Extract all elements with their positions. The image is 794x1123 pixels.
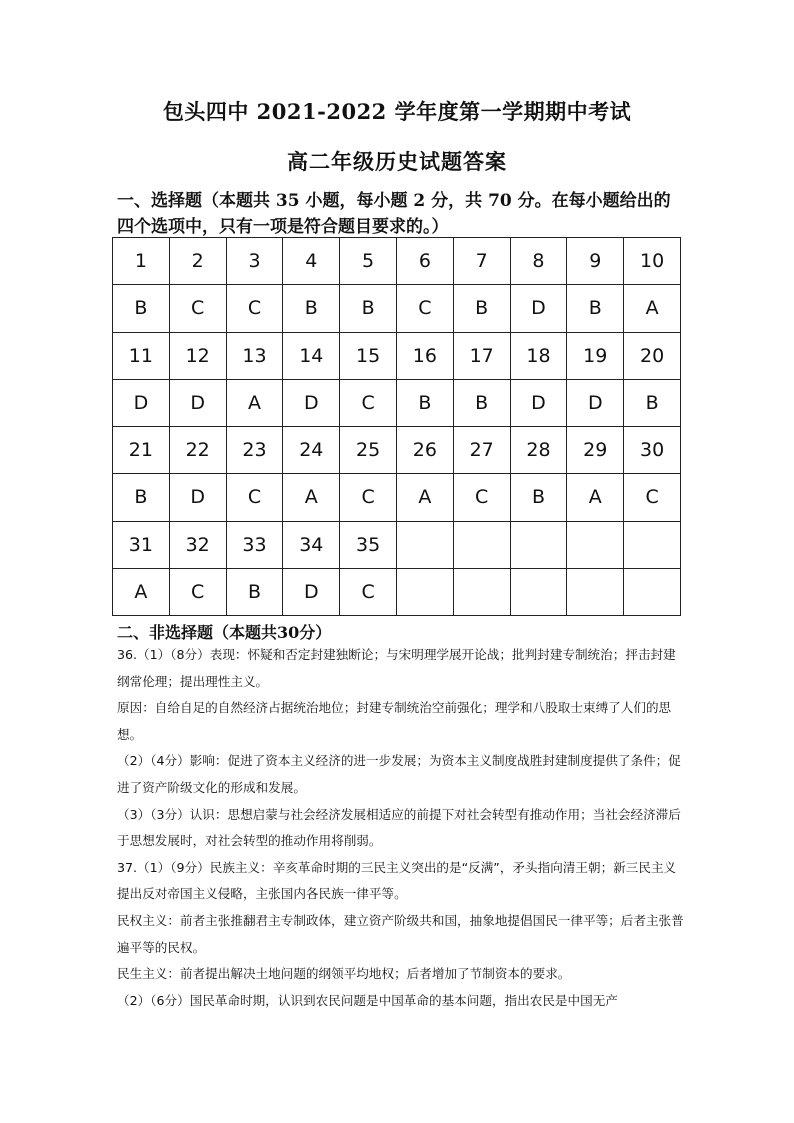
question-number-cell [453, 521, 510, 568]
answer-row [113, 474, 681, 521]
answer-cell: D [510, 379, 567, 426]
answer-row [113, 568, 681, 615]
question-number-cell: 24 [283, 427, 340, 474]
question-number-cell: 15 [340, 332, 397, 379]
answer-line: 37.（1）（9分）民族主义：辛亥革命时期的三民主义突出的是“反满”，矛头指向清王朝；新三民主义提出反对帝国主义侵略，主张国内各民族一律平等。 [117, 859, 677, 902]
answer-cell: B [113, 474, 170, 521]
answer-row [113, 285, 681, 332]
question-number-row [113, 521, 681, 568]
section1-heading: 一、选择题（本题共 35 小题，每小题 2 分，共 70 分。在每小题给出的四个选项中，只有一项是符合题目要求的。） [117, 191, 671, 237]
answer-cell: B [396, 379, 453, 426]
answer-line: （3）（3分）认识：思想启蒙与社会经济发展相适应的前提下对社会转型有推动作用；当社会经济滞后于思想发展时，对社会转型的推动作用将削弱。 [117, 806, 681, 849]
answer-cell: C [453, 474, 510, 521]
question-number-cell: 27 [453, 427, 510, 474]
answer-line: （2）（6分）国民革命时期，认识到农民问题是中国革命的基本问题，指出农民是中国无产 [117, 992, 618, 1008]
question-number-cell: 25 [340, 427, 397, 474]
question-number-cell: 26 [396, 427, 453, 474]
question-number-cell [396, 521, 453, 568]
question-number-cell: 3 [226, 238, 283, 285]
answer-cell: B [226, 568, 283, 615]
question-number-cell: 20 [624, 332, 681, 379]
answer-cell: B [453, 379, 510, 426]
answer-cell: C [340, 568, 397, 615]
answer-cell: B [624, 379, 681, 426]
answer-cell: C [226, 474, 283, 521]
question-number-cell: 23 [226, 427, 283, 474]
answer-cell: C [169, 285, 226, 332]
answer-cell: D [113, 379, 170, 426]
question-number-cell [624, 521, 681, 568]
question-number-cell: 1 [113, 238, 170, 285]
answer-table [112, 237, 681, 616]
answer-cell: A [567, 474, 624, 521]
question-number-row [113, 238, 681, 285]
answer-cell [396, 568, 453, 615]
answer-cell: C [226, 285, 283, 332]
answer-line: （2）（4分）影响：促进了资本主义经济的进一步发展；为资本主义制度战胜封建制度提供了条件；促进了资产阶级文化的形成和发展。 [117, 753, 681, 795]
question-number-cell: 32 [169, 521, 226, 568]
answer-line: 原因：自给自足的自然经济占据统治地位；封建专制统治空前强化；理学和八股取士束缚了人们的思想。 [117, 700, 672, 742]
answer-cell: C [340, 474, 397, 521]
answer-cell: B [453, 285, 510, 332]
answer-cell: D [567, 379, 624, 426]
question-number-cell: 22 [169, 427, 226, 474]
answer-line: 民权主义：前者主张推翻君主专制政体，建立资产阶级共和国，抽象地提倡国民一律平等；后者主张普遍平等的民权。 [117, 912, 684, 955]
question-number-cell: 5 [340, 238, 397, 285]
question-number-cell: 2 [169, 238, 226, 285]
answer-cell: D [169, 474, 226, 521]
answer-cell: B [340, 285, 397, 332]
question-number-cell: 14 [283, 332, 340, 379]
answer-cell [453, 568, 510, 615]
question-number-cell: 11 [113, 332, 170, 379]
answer-cell: D [283, 379, 340, 426]
answer-cell: D [283, 568, 340, 615]
question-number-row [113, 332, 681, 379]
answer-line: 36.（1）（8分）表现：怀疑和否定封建独断论；与宋明理学展开论战；批判封建专制统治；抨击封建纲常伦理；提出理性主义。 [117, 647, 676, 689]
answer-cell: B [510, 474, 567, 521]
answer-line: 民生主义：前者提出解决土地问题的纲领平均地权；后者增加了节制资本的要求。 [117, 966, 571, 982]
question-number-cell: 17 [453, 332, 510, 379]
answer-cell [567, 568, 624, 615]
question-number-cell: 31 [113, 521, 170, 568]
question-number-cell: 34 [283, 521, 340, 568]
section2-heading: 二、非选择题（本题共30分） [117, 623, 332, 642]
question-number-cell: 10 [624, 238, 681, 285]
answer-cell: C [396, 285, 453, 332]
question-number-cell: 7 [453, 238, 510, 285]
question-number-cell: 35 [340, 521, 397, 568]
answer-cell: A [283, 474, 340, 521]
answer-cell: B [283, 285, 340, 332]
answer-cell: A [113, 568, 170, 615]
question-number-cell [567, 521, 624, 568]
question-number-cell: 30 [624, 427, 681, 474]
question-number-cell: 4 [283, 238, 340, 285]
question-number-cell: 16 [396, 332, 453, 379]
answer-cell: A [396, 474, 453, 521]
answer-cell: D [169, 379, 226, 426]
question-number-cell: 12 [169, 332, 226, 379]
question-number-cell: 18 [510, 332, 567, 379]
question-number-cell: 13 [226, 332, 283, 379]
answer-cell: C [340, 379, 397, 426]
question-number-cell: 19 [567, 332, 624, 379]
answer-cell: D [510, 285, 567, 332]
answer-cell: C [624, 474, 681, 521]
question-number-cell: 8 [510, 238, 567, 285]
answer-cell [510, 568, 567, 615]
answer-row [113, 379, 681, 426]
question-number-cell: 6 [396, 238, 453, 285]
answer-cell: C [169, 568, 226, 615]
answer-cell [624, 568, 681, 615]
question-number-cell: 21 [113, 427, 170, 474]
question-number-cell: 29 [567, 427, 624, 474]
exam-title: 包头四中 2021-2022 学年度第一学期期中考试 [162, 99, 632, 124]
question-number-cell: 33 [226, 521, 283, 568]
answer-cell: A [624, 285, 681, 332]
answer-explanations [117, 642, 685, 1014]
question-number-cell: 28 [510, 427, 567, 474]
answer-cell: A [226, 379, 283, 426]
exam-subtitle: 高二年级历史试题答案 [287, 149, 507, 174]
question-number-cell [510, 521, 567, 568]
answer-cell: B [567, 285, 624, 332]
question-number-cell: 9 [567, 238, 624, 285]
answer-cell: B [113, 285, 170, 332]
question-number-row [113, 427, 681, 474]
